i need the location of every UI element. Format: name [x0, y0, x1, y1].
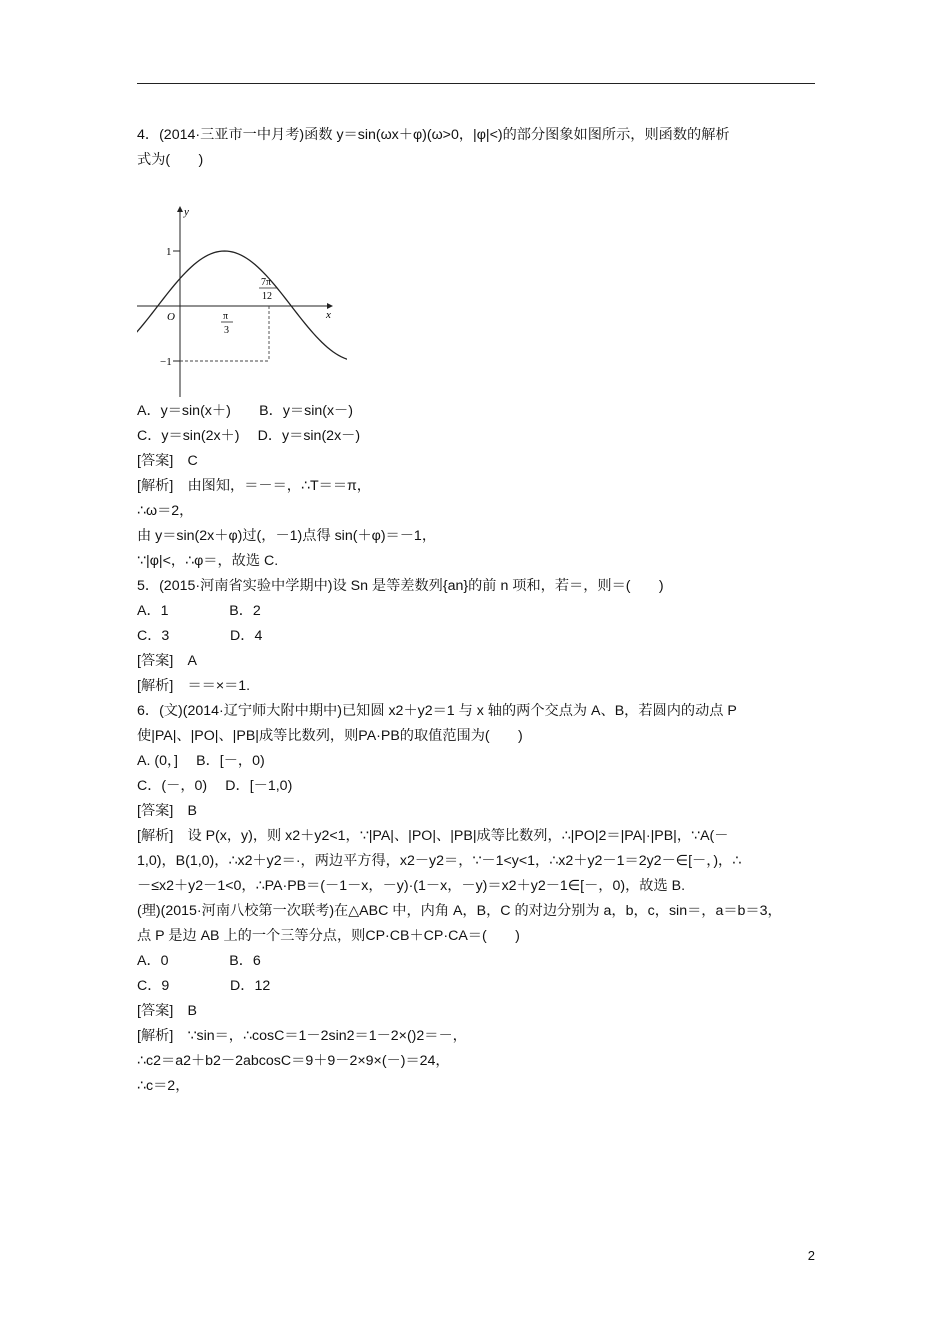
text-line: 5．(2015·河南省实验中学期中)设 Sn 是等差数列{an}的前 n 项和，若＝，则＝( )	[137, 578, 664, 594]
text-line: [解析] ＝＝×＝1.	[137, 678, 251, 694]
text-line: [答案] C	[137, 453, 198, 469]
text-line: [解析] 由图知，＝－＝，∴T＝＝π，	[137, 478, 371, 494]
tick-label-neg1: −1	[160, 356, 172, 368]
text-line: C．y＝sin(2x＋) D．y＝sin(2x－)	[137, 428, 361, 444]
pi-over-3-numerator: π	[223, 311, 229, 322]
text-line: [解析] 设 P(x，y)，则 x2＋y2<1，∵|PA|、|PO|、|PB|成等比数列，∴|PO|2＝|PA|·|PB|，∵A(－	[137, 828, 729, 844]
text-line: ∴c2＝a2＋b2－2abcosC＝9＋9－2×9×(－)＝24，	[137, 1053, 450, 1069]
text-line: A．y＝sin(x＋) B．y＝sin(x－)	[137, 403, 353, 419]
document-body	[137, 123, 817, 1099]
y-axis-label: y	[184, 206, 189, 218]
sine-graph-figure	[137, 175, 817, 399]
text-line: [答案] B	[137, 1003, 197, 1019]
text-line: C．(－，0) D．[－1,0)	[137, 778, 293, 794]
text-line: 由 y＝sin(2x＋φ)过(，－1)点得 sin(＋φ)＝－1，	[137, 528, 437, 544]
text-line: 点 P 是边 AB 上的一个三等分点，则CP·CB＋CP·CA＝( )	[137, 928, 520, 944]
text-line: 使|PA|、|PO|、|PB|成等比数列，则PA·PB的取值范围为( )	[137, 728, 523, 744]
text-line: 1,0)，B(1,0)，∴x2＋y2＝·，两边平方得，x2－y2＝，∵－1<y<1，∴x2＋y2－1＝2y2－∈[－，)，∴	[137, 853, 742, 869]
x-axis-label: x	[326, 309, 331, 321]
text-line: [答案] A	[137, 653, 197, 669]
text-line: A．0 B．6	[137, 953, 261, 969]
question-4-line-1: 4．(2014·三亚市一中月考)函数 y＝sin(ωx＋φ)(ω>0，|φ|<)的部分图象如图所示，则函数的解析	[137, 127, 730, 143]
seven-pi-over-12-denominator: 12	[262, 291, 272, 302]
pi-over-3-denominator: 3	[224, 325, 229, 336]
text-line: C．3 D．4	[137, 628, 263, 644]
origin-label: O	[167, 311, 175, 323]
page-number: 2	[807, 1248, 815, 1263]
sine-graph	[137, 175, 347, 399]
text-line: 6．(文)(2014·辽宁师大附中期中)已知圆 x2＋y2＝1 与 x 轴的两个交点为 A、B，若圆内的动点 P	[137, 703, 737, 719]
question-4-line-2: 式为( )	[137, 152, 204, 168]
text-line: ∵|φ|<，∴φ＝，故选 C.	[137, 553, 279, 569]
text-line: A. (0，] B．[－，0)	[137, 753, 265, 769]
text-line: A．1 B．2	[137, 603, 261, 619]
text-line: [解析] ∵sin＝，∴cosC＝1－2sin2＝1－2×()2＝－，	[137, 1028, 467, 1044]
header-rule	[137, 83, 815, 84]
solution-text	[137, 399, 817, 1099]
text-line: [答案] B	[137, 803, 197, 819]
seven-pi-over-12-numerator: 7π	[261, 277, 272, 288]
tick-label-1: 1	[166, 246, 172, 258]
text-line: C．9 D．12	[137, 978, 271, 994]
text-line: －≤x2＋y2－1<0，∴PA·PB＝(－1－x，－y)·(1－x，－y)＝x2＋y2－1∈[－，0)，故选 B.	[137, 878, 686, 894]
text-line: ∴ω＝2，	[137, 503, 194, 519]
text-line: ∴c＝2，	[137, 1078, 190, 1094]
text-line: (理)(2015·河南八校第一次联考)在△ABC 中，内角 A，B，C 的对边分别为 a，b，c，sin＝，a＝b＝3，	[137, 903, 782, 919]
